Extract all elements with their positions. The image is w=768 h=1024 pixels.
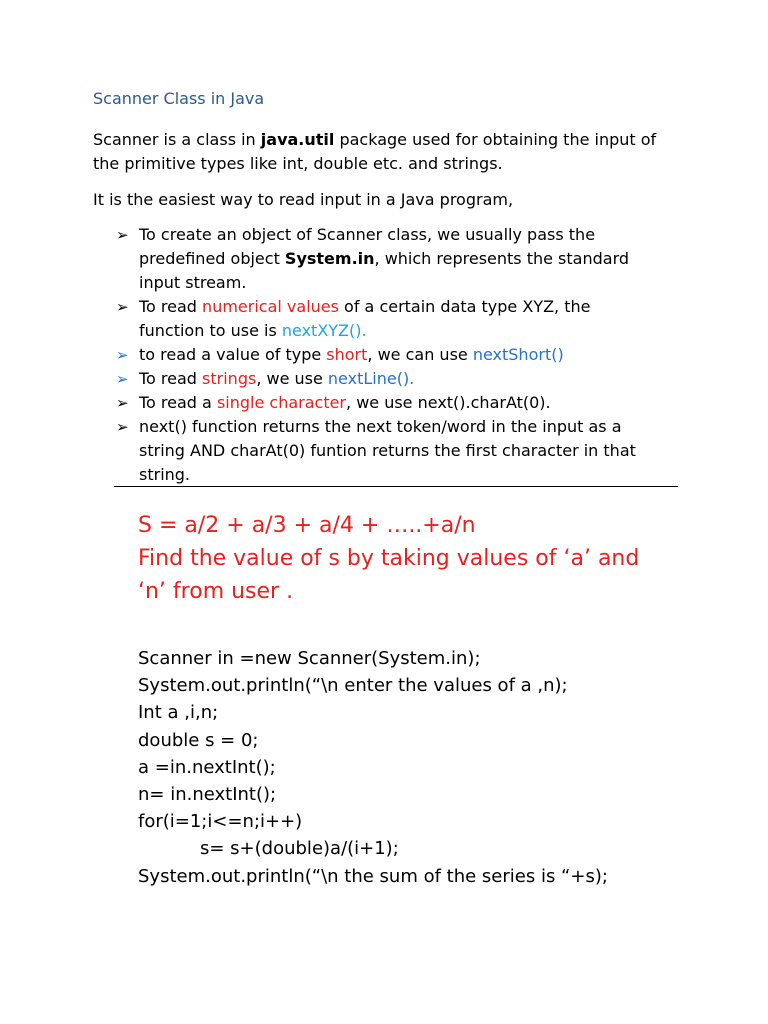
bullet-item: ➢ To read a single character, we use next().charAt(0). (116, 391, 696, 415)
bullet-item: ➢ to read a value of type short, we can use nextShort() (116, 343, 696, 367)
bullet-item: ➢ To read strings, we use nextLine(). (116, 367, 696, 391)
highlight-cyan: nextXYZ(). (281, 321, 367, 340)
problem-line-2: Find the value of s by taking values of ‘a’ and (138, 546, 640, 571)
highlight-red: numerical values (202, 297, 339, 316)
code-line: Scanner in =new Scanner(System.in); (138, 648, 481, 669)
package-name: java.util (260, 130, 335, 149)
intro-line-1: Scanner is a class in java.util package used for obtaining the input of (93, 130, 657, 149)
intro-paragraph (93, 128, 693, 176)
arrowhead-right-icon: ➢ (116, 346, 129, 364)
highlight-red: short (326, 345, 368, 364)
code-block (138, 645, 608, 890)
highlight-red: strings (202, 369, 257, 388)
highlight-blue: nextLine(). (327, 369, 415, 388)
series-formula: S = a/2 + a/3 + a/4 + …..+a/n (138, 513, 476, 538)
arrowhead-right-icon: ➢ (116, 226, 129, 244)
problem-statement (138, 509, 639, 608)
code-line: for(i=1;i<=n;i++) (138, 811, 303, 833)
easiest-way-paragraph: It is the easiest way to read input in a Java program, (93, 190, 514, 209)
page-title: Scanner Class in Java (93, 89, 265, 108)
code-line: double s = 0; (138, 729, 259, 751)
code-line: System.out.println(“\n the sum of the series is “+s); (138, 865, 608, 887)
bullet-list (116, 223, 696, 487)
problem-line-3: ‘n’ from user . (138, 579, 294, 604)
horizontal-divider (114, 486, 678, 487)
code-line: a =in.nextInt(); (138, 756, 276, 778)
code-line: System.out.println(“\n enter the values of a ,n); (138, 675, 568, 697)
arrowhead-right-icon: ➢ (116, 298, 129, 316)
highlight-blue: nextShort() (472, 345, 564, 364)
code-line: s= s+(double)a/(i+1); (200, 838, 399, 860)
system-in-text: System.in (284, 249, 375, 268)
code-line: n= in.nextInt(); (138, 784, 277, 806)
arrowhead-right-icon: ➢ (116, 394, 129, 412)
bullet-item: ➢ To read numerical values of a certain data type XYZ, the function to use is nextXYZ(). (116, 297, 591, 340)
bullet-item: ➢ next() function returns the next token/word in the input as a string AND charAt(0) funtion returns the first character in that string. (116, 417, 636, 484)
highlight-red: single character (216, 393, 347, 412)
bullet-item: ➢ To create an object of Scanner class, we usually pass the predefined object System.in, which represents the standard input stream. (116, 225, 630, 292)
arrowhead-right-icon: ➢ (116, 370, 129, 388)
code-line: Int a ,i,n; (138, 702, 219, 724)
arrowhead-right-icon: ➢ (116, 418, 129, 436)
intro-line-2: the primitive types like int, double etc. and strings. (93, 154, 503, 173)
